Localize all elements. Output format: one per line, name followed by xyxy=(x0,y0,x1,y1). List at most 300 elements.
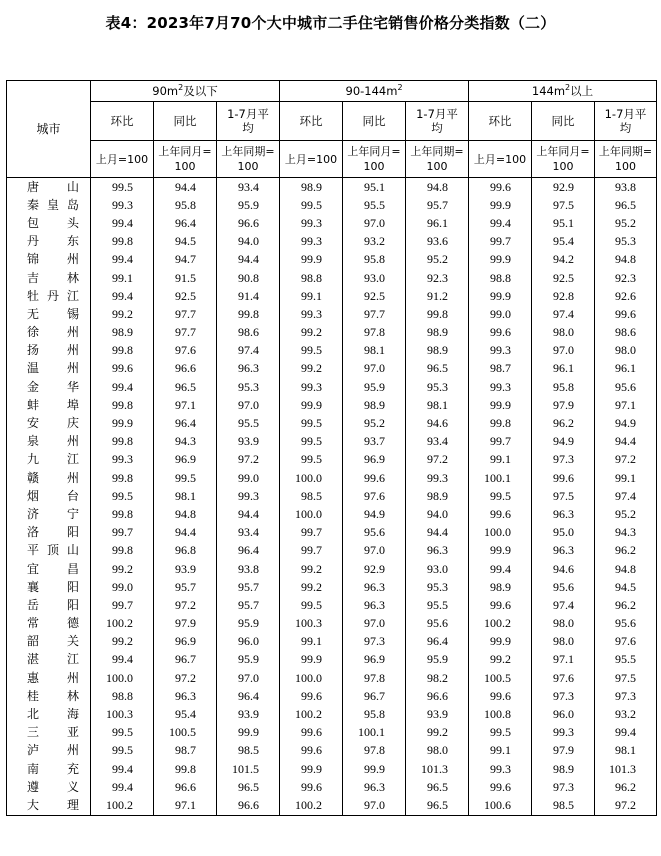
index-value: 98.5 xyxy=(532,796,595,815)
index-value: 94.6 xyxy=(406,414,469,432)
index-value: 94.8 xyxy=(595,251,657,269)
index-value: 97.0 xyxy=(343,360,406,378)
index-value: 99.6 xyxy=(280,724,343,742)
index-value: 94.4 xyxy=(217,505,280,523)
index-value: 99.3 xyxy=(406,469,469,487)
index-value: 94.8 xyxy=(406,178,469,197)
city-name: 蚌埠 xyxy=(7,396,91,414)
table-row xyxy=(7,233,657,251)
index-value: 94.6 xyxy=(532,560,595,578)
index-value: 96.3 xyxy=(217,360,280,378)
index-value: 99.9 xyxy=(91,414,154,432)
index-value: 100.3 xyxy=(280,615,343,633)
index-value: 95.5 xyxy=(343,196,406,214)
index-value: 99.4 xyxy=(469,214,532,232)
index-value: 95.8 xyxy=(154,196,217,214)
index-value: 99.6 xyxy=(532,469,595,487)
index-value: 99.8 xyxy=(91,233,154,251)
index-value: 94.4 xyxy=(154,178,217,197)
index-value: 96.0 xyxy=(217,633,280,651)
index-value: 98.8 xyxy=(280,269,343,287)
index-value: 93.4 xyxy=(217,178,280,197)
index-value: 96.3 xyxy=(532,505,595,523)
city-name: 无锡 xyxy=(7,305,91,323)
city-name: 泸州 xyxy=(7,742,91,760)
table-row xyxy=(7,305,657,323)
base-header-cell: 上年同期=100 xyxy=(595,141,657,178)
index-value: 99.6 xyxy=(280,742,343,760)
index-value: 99.1 xyxy=(280,633,343,651)
index-value: 99.2 xyxy=(280,360,343,378)
index-value: 96.9 xyxy=(343,651,406,669)
table-row xyxy=(7,524,657,542)
index-value: 96.2 xyxy=(532,414,595,432)
index-value: 95.5 xyxy=(595,651,657,669)
city-name: 金华 xyxy=(7,378,91,396)
index-value: 95.4 xyxy=(532,233,595,251)
index-value: 99.5 xyxy=(280,596,343,614)
index-value: 94.4 xyxy=(595,433,657,451)
index-value: 99.8 xyxy=(91,342,154,360)
table-row xyxy=(7,396,657,414)
index-value: 99.3 xyxy=(280,233,343,251)
index-value: 97.9 xyxy=(154,615,217,633)
index-value: 98.6 xyxy=(595,324,657,342)
index-value: 99.4 xyxy=(469,560,532,578)
index-value: 95.9 xyxy=(406,651,469,669)
index-value: 95.6 xyxy=(595,378,657,396)
table-row xyxy=(7,378,657,396)
index-value: 92.5 xyxy=(154,287,217,305)
index-value: 96.5 xyxy=(217,778,280,796)
index-value: 92.5 xyxy=(532,269,595,287)
index-value: 95.6 xyxy=(343,524,406,542)
index-value: 92.5 xyxy=(343,287,406,305)
table-row xyxy=(7,542,657,560)
index-value: 99.4 xyxy=(595,724,657,742)
index-value: 97.2 xyxy=(595,796,657,815)
index-value: 97.2 xyxy=(154,596,217,614)
index-value: 99.1 xyxy=(595,469,657,487)
index-value: 98.0 xyxy=(532,324,595,342)
index-value: 91.5 xyxy=(154,269,217,287)
index-value: 96.4 xyxy=(406,633,469,651)
index-value: 99.9 xyxy=(469,287,532,305)
index-value: 98.1 xyxy=(343,342,406,360)
index-value: 97.7 xyxy=(154,305,217,323)
index-value: 96.2 xyxy=(595,778,657,796)
index-value: 97.2 xyxy=(406,451,469,469)
city-name: 牡丹江 xyxy=(7,287,91,305)
index-value: 95.3 xyxy=(595,233,657,251)
index-value: 98.9 xyxy=(406,487,469,505)
index-value: 93.0 xyxy=(343,269,406,287)
table-row xyxy=(7,433,657,451)
index-value: 93.2 xyxy=(595,705,657,723)
index-value: 96.9 xyxy=(154,633,217,651)
index-value: 99.8 xyxy=(91,542,154,560)
index-value: 99.7 xyxy=(469,433,532,451)
index-value: 99.9 xyxy=(280,760,343,778)
index-value: 97.4 xyxy=(595,487,657,505)
index-value: 94.3 xyxy=(154,433,217,451)
index-value: 100.0 xyxy=(280,469,343,487)
index-value: 96.3 xyxy=(343,578,406,596)
index-value: 99.5 xyxy=(280,196,343,214)
index-value: 100.8 xyxy=(469,705,532,723)
index-value: 99.6 xyxy=(280,778,343,796)
index-value: 99.5 xyxy=(280,451,343,469)
index-value: 96.1 xyxy=(532,360,595,378)
index-value: 93.9 xyxy=(217,433,280,451)
city-name: 吉林 xyxy=(7,269,91,287)
table-row xyxy=(7,487,657,505)
sub-header-cell: 同比 xyxy=(532,102,595,141)
index-value: 97.2 xyxy=(154,669,217,687)
index-value: 101.5 xyxy=(217,760,280,778)
table-row xyxy=(7,287,657,305)
index-value: 98.0 xyxy=(532,615,595,633)
index-value: 95.4 xyxy=(154,705,217,723)
index-value: 95.7 xyxy=(406,196,469,214)
index-value: 97.2 xyxy=(217,451,280,469)
table-row xyxy=(7,760,657,778)
index-value: 99.5 xyxy=(154,469,217,487)
index-value: 97.5 xyxy=(595,669,657,687)
index-value: 96.1 xyxy=(595,360,657,378)
index-value: 99.7 xyxy=(91,596,154,614)
index-value: 99.8 xyxy=(469,414,532,432)
table-row xyxy=(7,251,657,269)
index-value: 99.9 xyxy=(469,196,532,214)
index-value: 99.8 xyxy=(91,433,154,451)
index-value: 97.1 xyxy=(595,396,657,414)
city-name: 温州 xyxy=(7,360,91,378)
index-value: 100.0 xyxy=(91,669,154,687)
index-value: 99.3 xyxy=(217,487,280,505)
index-value: 97.3 xyxy=(532,687,595,705)
index-value: 99.7 xyxy=(469,233,532,251)
index-value: 96.5 xyxy=(595,196,657,214)
index-value: 99.3 xyxy=(532,724,595,742)
city-name: 九江 xyxy=(7,451,91,469)
city-name: 韶关 xyxy=(7,633,91,651)
index-value: 94.9 xyxy=(595,414,657,432)
index-value: 99.0 xyxy=(217,469,280,487)
index-value: 99.9 xyxy=(280,251,343,269)
index-value: 98.5 xyxy=(280,487,343,505)
table-row xyxy=(7,669,657,687)
table-row xyxy=(7,687,657,705)
index-value: 100.6 xyxy=(469,796,532,815)
index-value: 98.9 xyxy=(532,760,595,778)
index-value: 99.5 xyxy=(91,178,154,197)
index-value: 94.0 xyxy=(406,505,469,523)
sub-header-row xyxy=(7,102,657,141)
index-value: 96.3 xyxy=(154,687,217,705)
index-value: 97.0 xyxy=(343,796,406,815)
index-value: 99.3 xyxy=(469,760,532,778)
index-value: 97.0 xyxy=(532,342,595,360)
table-row xyxy=(7,724,657,742)
index-value: 97.1 xyxy=(154,396,217,414)
index-value: 92.9 xyxy=(532,178,595,197)
index-value: 99.3 xyxy=(280,214,343,232)
table-row xyxy=(7,705,657,723)
group-header-medium: $90-144m^2$ xyxy=(280,81,469,102)
table-row xyxy=(7,451,657,469)
index-value: 99.2 xyxy=(91,305,154,323)
index-value: 95.3 xyxy=(217,378,280,396)
base-header-cell: 上月=100 xyxy=(469,141,532,178)
sub-header-cell: 同比 xyxy=(343,102,406,141)
index-value: 95.8 xyxy=(532,378,595,396)
index-value: 97.4 xyxy=(532,305,595,323)
table-title: 表4：2023年7月70个大中城市二手住宅销售价格分类指数（二） xyxy=(105,14,556,32)
index-value: 96.2 xyxy=(595,596,657,614)
index-value: 96.7 xyxy=(154,651,217,669)
table-row xyxy=(7,742,657,760)
sub-header-cell: 环比 xyxy=(469,102,532,141)
index-value: 99.8 xyxy=(91,505,154,523)
index-value: 95.9 xyxy=(217,615,280,633)
index-value: 100.5 xyxy=(154,724,217,742)
index-value: 99.3 xyxy=(91,451,154,469)
index-value: 94.0 xyxy=(217,233,280,251)
index-value: 96.5 xyxy=(406,360,469,378)
index-value: 95.5 xyxy=(217,414,280,432)
index-value: 97.2 xyxy=(595,451,657,469)
base-header-cell: 上年同月=100 xyxy=(154,141,217,178)
index-value: 99.2 xyxy=(280,324,343,342)
sub-header-cell: 1-7月平均 xyxy=(595,102,657,141)
index-value: 99.2 xyxy=(406,724,469,742)
sub-header-cell: 1-7月平均 xyxy=(217,102,280,141)
index-value: 93.9 xyxy=(154,560,217,578)
table-header xyxy=(7,81,657,178)
index-value: 97.1 xyxy=(532,651,595,669)
index-value: 99.5 xyxy=(469,724,532,742)
index-value: 98.1 xyxy=(595,742,657,760)
index-value: 97.0 xyxy=(217,669,280,687)
index-value: 98.1 xyxy=(154,487,217,505)
index-value: 99.9 xyxy=(469,396,532,414)
index-value: 96.6 xyxy=(217,796,280,815)
city-name: 三亚 xyxy=(7,724,91,742)
index-value: 96.5 xyxy=(406,778,469,796)
city-name: 烟台 xyxy=(7,487,91,505)
base-header-cell: 上月=100 xyxy=(280,141,343,178)
table-row xyxy=(7,778,657,796)
index-value: 99.5 xyxy=(280,433,343,451)
sub-header-cell: 同比 xyxy=(154,102,217,141)
index-value: 94.3 xyxy=(595,524,657,542)
city-name: 徐州 xyxy=(7,324,91,342)
index-value: 99.5 xyxy=(91,487,154,505)
index-value: 93.8 xyxy=(595,178,657,197)
index-value: 96.4 xyxy=(154,214,217,232)
index-value: 99.4 xyxy=(91,287,154,305)
city-name: 唐山 xyxy=(7,178,91,197)
index-value: 99.9 xyxy=(343,760,406,778)
index-value: 95.7 xyxy=(217,596,280,614)
index-value: 99.8 xyxy=(91,469,154,487)
index-value: 95.8 xyxy=(343,705,406,723)
index-value: 100.2 xyxy=(91,796,154,815)
city-name: 南充 xyxy=(7,760,91,778)
index-value: 99.2 xyxy=(91,560,154,578)
index-value: 97.0 xyxy=(217,396,280,414)
index-value: 99.8 xyxy=(91,396,154,414)
index-value: 98.5 xyxy=(217,742,280,760)
table-row xyxy=(7,560,657,578)
index-value: 95.1 xyxy=(343,178,406,197)
city-name: 大理 xyxy=(7,796,91,815)
base-header-cell: 上年同期=100 xyxy=(217,141,280,178)
index-value: 95.2 xyxy=(595,505,657,523)
city-name: 赣州 xyxy=(7,469,91,487)
city-name: 北海 xyxy=(7,705,91,723)
index-value: 97.9 xyxy=(532,396,595,414)
index-value: 99.0 xyxy=(91,578,154,596)
index-value: 99.5 xyxy=(91,724,154,742)
index-value: 100.0 xyxy=(469,524,532,542)
city-name: 丹东 xyxy=(7,233,91,251)
index-value: 96.3 xyxy=(343,596,406,614)
index-value: 98.7 xyxy=(154,742,217,760)
index-value: 97.3 xyxy=(343,633,406,651)
index-value: 97.6 xyxy=(343,487,406,505)
index-value: 97.0 xyxy=(343,615,406,633)
index-value: 99.9 xyxy=(217,724,280,742)
index-value: 92.8 xyxy=(532,287,595,305)
index-value: 99.1 xyxy=(469,451,532,469)
sub-header-cell: 1-7月平均 xyxy=(406,102,469,141)
sub-header-cell: 环比 xyxy=(91,102,154,141)
index-value: 94.8 xyxy=(154,505,217,523)
index-value: 97.7 xyxy=(154,324,217,342)
index-value: 96.3 xyxy=(532,542,595,560)
index-value: 99.4 xyxy=(91,214,154,232)
index-value: 97.8 xyxy=(343,324,406,342)
index-value: 99.6 xyxy=(469,178,532,197)
index-value: 99.3 xyxy=(91,196,154,214)
index-value: 99.6 xyxy=(280,687,343,705)
index-value: 99.6 xyxy=(469,324,532,342)
index-value: 99.6 xyxy=(343,469,406,487)
index-value: 99.7 xyxy=(280,524,343,542)
index-value: 99.8 xyxy=(217,305,280,323)
index-value: 91.2 xyxy=(406,287,469,305)
index-value: 96.2 xyxy=(595,542,657,560)
index-value: 99.1 xyxy=(91,269,154,287)
table-row xyxy=(7,596,657,614)
index-value: 99.6 xyxy=(595,305,657,323)
table-row xyxy=(7,360,657,378)
index-value: 94.2 xyxy=(532,251,595,269)
index-value: 99.2 xyxy=(280,560,343,578)
index-value: 95.0 xyxy=(532,524,595,542)
index-value: 96.6 xyxy=(217,214,280,232)
table-row xyxy=(7,469,657,487)
index-value: 94.5 xyxy=(154,233,217,251)
index-value: 98.0 xyxy=(406,742,469,760)
index-value: 100.0 xyxy=(280,669,343,687)
index-value: 98.7 xyxy=(469,360,532,378)
index-value: 99.9 xyxy=(469,251,532,269)
table-row xyxy=(7,414,657,432)
index-value: 99.3 xyxy=(469,378,532,396)
index-value: 94.9 xyxy=(532,433,595,451)
index-value: 97.6 xyxy=(532,669,595,687)
table-row xyxy=(7,214,657,232)
index-value: 98.9 xyxy=(469,578,532,596)
index-value: 96.4 xyxy=(217,687,280,705)
index-value: 99.5 xyxy=(469,487,532,505)
city-name: 洛阳 xyxy=(7,524,91,542)
table-row xyxy=(7,196,657,214)
index-value: 98.9 xyxy=(91,324,154,342)
table-row xyxy=(7,633,657,651)
index-value: 93.9 xyxy=(217,705,280,723)
index-value: 99.7 xyxy=(280,542,343,560)
table-row xyxy=(7,505,657,523)
index-value: 98.9 xyxy=(406,342,469,360)
table-row xyxy=(7,178,657,197)
index-value: 100.2 xyxy=(280,705,343,723)
index-value: 99.9 xyxy=(280,651,343,669)
table-body xyxy=(7,178,657,816)
index-value: 96.5 xyxy=(154,378,217,396)
index-value: 92.6 xyxy=(595,287,657,305)
index-value: 100.0 xyxy=(280,505,343,523)
index-value: 99.4 xyxy=(91,251,154,269)
index-value: 94.8 xyxy=(595,560,657,578)
index-value: 96.7 xyxy=(343,687,406,705)
index-value: 98.8 xyxy=(469,269,532,287)
index-value: 94.9 xyxy=(343,505,406,523)
index-value: 100.2 xyxy=(469,615,532,633)
index-value: 94.4 xyxy=(217,251,280,269)
index-value: 99.5 xyxy=(91,742,154,760)
index-value: 96.1 xyxy=(406,214,469,232)
index-value: 99.3 xyxy=(280,305,343,323)
index-value: 98.9 xyxy=(280,178,343,197)
index-value: 97.5 xyxy=(532,487,595,505)
city-name: 济宁 xyxy=(7,505,91,523)
index-value: 95.3 xyxy=(406,378,469,396)
city-name: 宜昌 xyxy=(7,560,91,578)
index-value: 97.8 xyxy=(343,669,406,687)
index-value: 98.8 xyxy=(91,687,154,705)
index-value: 91.4 xyxy=(217,287,280,305)
index-value: 99.6 xyxy=(469,505,532,523)
index-value: 96.6 xyxy=(154,360,217,378)
index-value: 101.3 xyxy=(595,760,657,778)
index-value: 95.6 xyxy=(532,578,595,596)
index-value: 96.5 xyxy=(406,796,469,815)
index-value: 95.7 xyxy=(154,578,217,596)
index-value: 98.2 xyxy=(406,669,469,687)
table-row xyxy=(7,324,657,342)
index-value: 95.2 xyxy=(406,251,469,269)
index-value: 97.9 xyxy=(532,742,595,760)
index-value: 99.2 xyxy=(469,651,532,669)
index-value: 97.3 xyxy=(532,451,595,469)
index-value: 99.2 xyxy=(91,633,154,651)
index-value: 94.7 xyxy=(154,251,217,269)
index-value: 93.9 xyxy=(406,705,469,723)
